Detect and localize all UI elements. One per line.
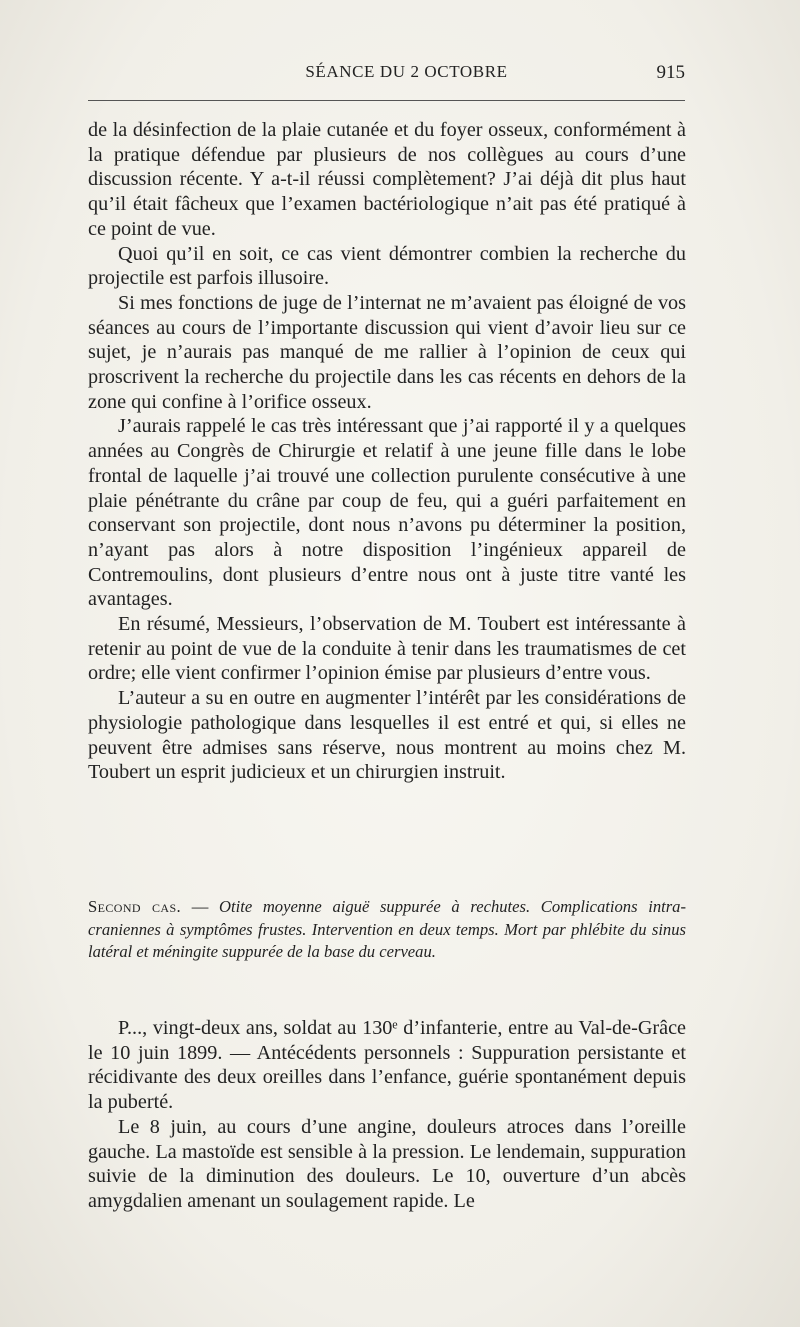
page-header bbox=[88, 62, 685, 92]
paragraph: de la désinfection de la plaie cutanée et du foyer osseux, conformément à la pratique défendue par plusieurs de nos collègues au cours d’une discussion récente. Y a-t-il réussi complètement? J’ai déjà dit plus haut qu’il était fâcheux que l’examen bactériologique n’ait pas été pratiqué à ce point de vue. bbox=[88, 119, 686, 240]
body-text bbox=[88, 118, 686, 785]
paragraph: Quoi qu’il en soit, ce cas vient démontrer combien la recherche du projectile est parfois illusoire. bbox=[88, 242, 686, 290]
case-dash: — bbox=[181, 897, 219, 916]
page-number: 915 bbox=[656, 62, 685, 83]
running-title: SÉANCE DU 2 OCTOBRE bbox=[305, 62, 508, 81]
paragraph: Si mes fonctions de juge de l’internat ne m’avaient pas éloigné de vos séances au cours de l’importante discussion qui vient d’avoir lieu sur ce sujet, je n’aurais pas manqué de me rallier à l’opinion de ceux qui proscrivent la recherche du projectile dans les cas récents en dehors de la zone qui confine à l’orifice osseux. bbox=[88, 291, 686, 413]
paragraph: P..., vingt-deux ans, soldat au 130ᵉ d’infanterie, entre au Val-de-Grâce le 10 juin 1899. — Antécédents personnels : Suppuration persistante et récidivante des deux oreilles dans l’enfance, guérie spontanément depuis la puberté. bbox=[88, 1017, 686, 1114]
header-rule bbox=[88, 100, 685, 101]
case-label: Second cas. bbox=[88, 897, 182, 916]
case-title: Otite moyenne aiguë suppurée à rechutes. Complications intra-craniennes à symptômes frustes. Intervention en deux temps. Mort par phlébite du sinus latéral et méningite suppurée de la base du cerveau. bbox=[88, 897, 687, 961]
case-heading bbox=[88, 896, 686, 964]
paragraph: En résumé, Messieurs, l’observation de M. Toubert est intéressante à retenir au point de vue de la conduite à tenir dans les traumatismes de cet ordre; elle vient confirmer l’opinion émise par plusieurs d’entre vous. bbox=[88, 613, 686, 685]
case-text bbox=[88, 1016, 686, 1214]
paragraph: L’auteur a su en outre en augmenter l’intérêt par les considérations de physiologie pathologique dans lesquelles il est entré et qui, si elles ne peuvent être admises sans réserve, nous montrent au moins chez M. Toubert un esprit judicieux et un chirurgien instruit. bbox=[88, 687, 686, 784]
paragraph: J’aurais rappelé le cas très intéressant que j’ai rapporté il y a quelques années au Congrès de Chirurgie et relatif à une jeune fille dans le lobe frontal de laquelle j’ai trouvé une collection purulente consécutive à une plaie pénétrante du crâne par coup de feu, qui a guéri parfaitement en conservant son projectile, dont nous n’avons pu déterminer la position, n’ayant pas alors à notre disposition l’ingénieux appareil de Contremoulins, dont plusieurs d’entre nous ont à juste titre vanté les avantages. bbox=[88, 415, 686, 611]
paragraph: Le 8 juin, au cours d’une angine, douleurs atroces dans l’oreille gauche. La mastoïde est sensible à la pression. Le lendemain, suppuration suivie de la diminution des douleurs. Le 10, ouverture d’un abcès amygdalien amenant un soulagement rapide. Le bbox=[88, 1115, 686, 1212]
